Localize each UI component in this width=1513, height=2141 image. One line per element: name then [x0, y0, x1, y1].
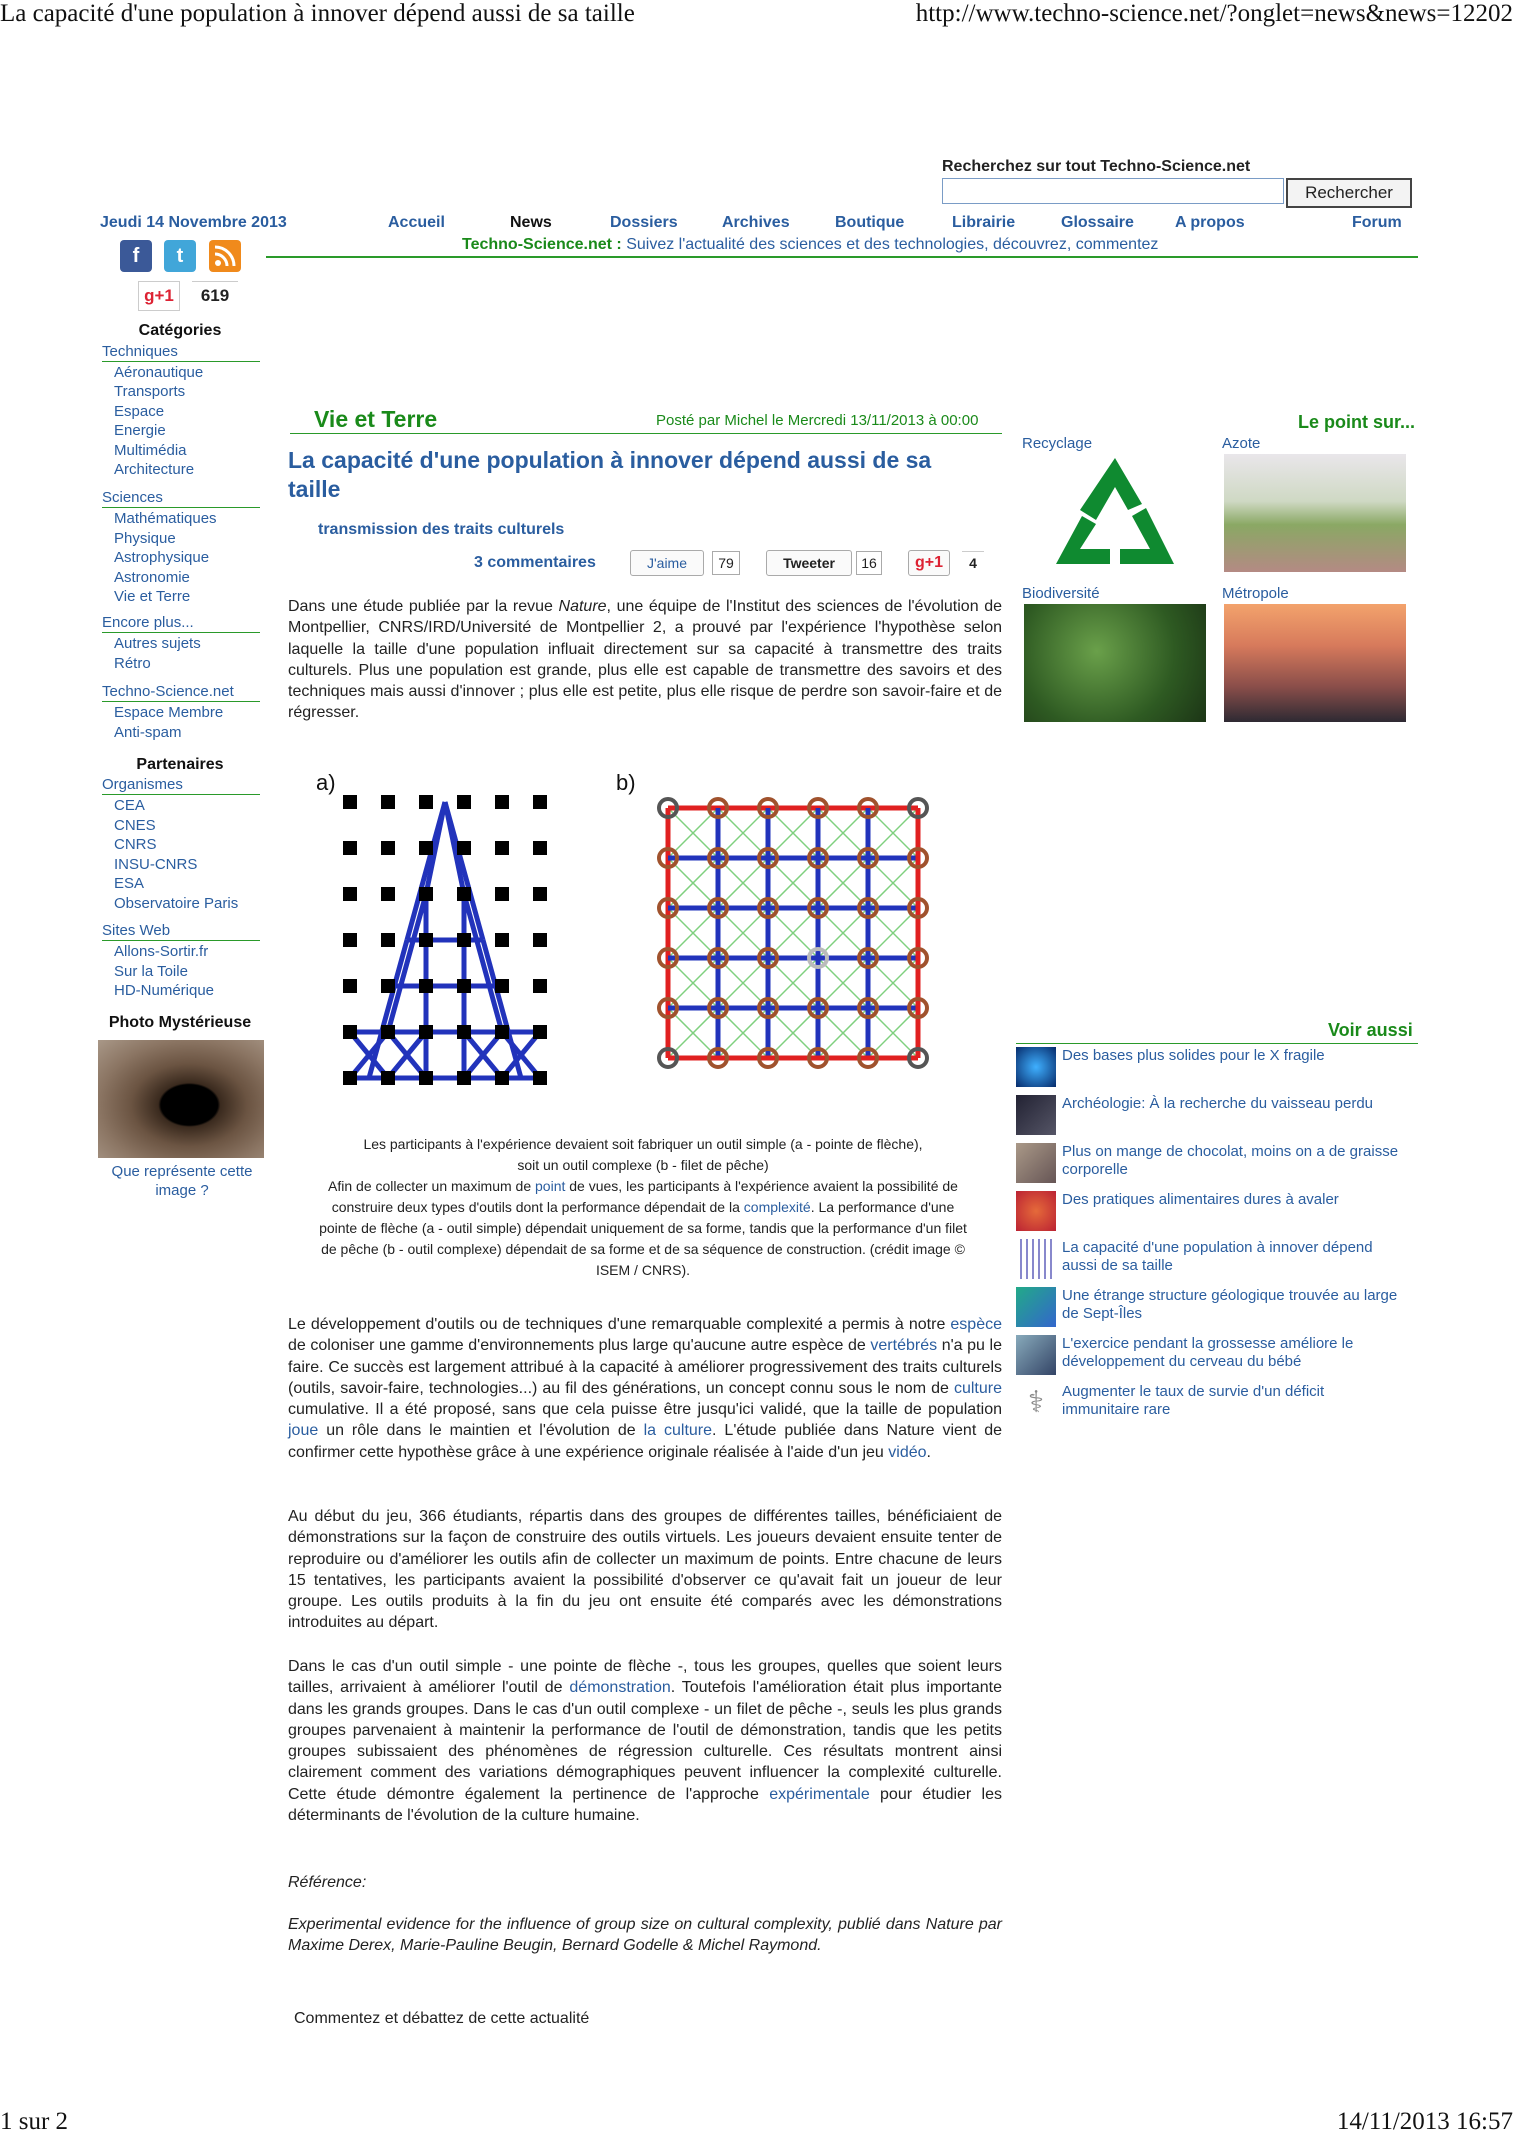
sidebar-group-sciences[interactable]: Sciences: [102, 489, 260, 508]
nav-apropos[interactable]: A propos: [1175, 214, 1245, 231]
link-experimentale[interactable]: expérimentale: [769, 1785, 870, 1803]
lattice-node: [495, 979, 509, 993]
sidebar-item[interactable]: Observatoire Paris: [114, 895, 239, 912]
point-sur-title: Le point sur...: [1298, 412, 1416, 432]
gplus-count: 619: [192, 281, 238, 310]
nav-librairie[interactable]: Librairie: [952, 214, 1016, 231]
sidebar-item[interactable]: Espace: [114, 403, 165, 420]
lattice-node: [419, 887, 433, 901]
lattice-node: [343, 1071, 357, 1085]
sidebar-item[interactable]: Physique: [114, 530, 176, 547]
point-sur-label[interactable]: Biodiversité: [1022, 585, 1100, 602]
lattice-node: [419, 1025, 433, 1039]
lattice-node: [495, 841, 509, 855]
link-video[interactable]: vidéo: [888, 1443, 927, 1461]
sidebar-item[interactable]: Astronomie: [114, 569, 190, 586]
sidebar-item[interactable]: CNES: [114, 817, 156, 834]
photo-caption[interactable]: Que représente cette image ?: [111, 1163, 253, 1199]
sidebar-group-encore[interactable]: Encore plus...: [102, 614, 260, 633]
gplus-button[interactable]: g+1: [138, 281, 180, 311]
lattice-node: [495, 1025, 509, 1039]
sidebar-group-technoscience[interactable]: Techno-Science.net: [102, 683, 260, 702]
sidebar-item[interactable]: Architecture: [114, 461, 195, 478]
link-demonstration[interactable]: démonstration: [569, 1679, 671, 1697]
lattice-node: [419, 979, 433, 993]
lattice-node: [495, 1071, 509, 1085]
print-footer-page: 1 sur 2: [0, 2108, 69, 2135]
lattice-node: [533, 1071, 547, 1085]
article-paragraph-4: Dans le cas d'un outil simple - une pointe de flèche -, tous les groupes, quelles que soient leurs tailles, arrivaient à améliorer l'outil de démonstration. Toutefois l'amélioration était plus importante dans les grands groupes. Dans le cas d'un outil complexe - un filet de pêche -, seuls les plus grands groupes parvenaient à maintenir la performance de l'outil de démonstration, tandis que les petits groupes subissaient des phénomènes de régression culturelle. Ces résultats montrent ainsi clairement comment des variations démographiques peuvent influencer la complexité culturelle. Cette étude démontre également la pertinence de l'approche expérimentale pour étudier les déterminants de l'évolution de la culture humaine.: [288, 1658, 1003, 1825]
thumbnail-icon: [1016, 1239, 1056, 1279]
point-sur-label[interactable]: Recyclage: [1022, 435, 1093, 452]
lattice-node: [495, 933, 509, 947]
sidebar-item[interactable]: CEA: [114, 797, 145, 814]
sidebar-item[interactable]: Anti-spam: [114, 724, 182, 741]
current-date: Jeudi 14 Novembre 2013: [100, 214, 287, 231]
lattice-node: [457, 979, 471, 993]
lattice-node: [381, 933, 395, 947]
arrowhead-link: [388, 894, 426, 1032]
lattice-node: [343, 841, 357, 855]
arrowhead-link: [464, 894, 502, 1032]
article-tag[interactable]: transmission des traits culturels: [318, 521, 565, 538]
search-input[interactable]: [942, 178, 1284, 204]
lattice-node: [343, 979, 357, 993]
link-complexite[interactable]: complexité: [743, 1199, 811, 1215]
biodiversite-image[interactable]: [1024, 604, 1206, 722]
tweet-button[interactable]: Tweeter: [766, 550, 852, 576]
comment-footer-link[interactable]: Commentez et débattez de cette actualité: [294, 2010, 590, 2027]
sidebar-item[interactable]: Transports: [114, 383, 186, 400]
sidebar-item[interactable]: Vie et Terre: [114, 588, 191, 605]
voir-aussi-title: Voir aussi: [1328, 1020, 1413, 1040]
figure-fishnet-diagram: [650, 790, 960, 1100]
tagline-brand: Techno-Science.net :: [462, 236, 622, 253]
sidebar-item[interactable]: Sur la Toile: [114, 963, 188, 980]
thumbnail-icon: [1016, 1143, 1056, 1183]
like-button[interactable]: J'aime: [630, 550, 704, 576]
lattice-node: [419, 933, 433, 947]
twitter-icon[interactable]: t: [164, 240, 196, 272]
nav-news[interactable]: News: [510, 214, 552, 231]
rss-icon[interactable]: [209, 240, 241, 272]
figure-label-a: a): [316, 770, 336, 795]
facebook-icon[interactable]: f: [120, 240, 152, 272]
point-sur-label[interactable]: Métropole: [1222, 585, 1289, 602]
lattice-node: [457, 887, 471, 901]
article-divider: [290, 433, 1002, 434]
arrowhead-link: [369, 940, 407, 1078]
sidebar-item[interactable]: Espace Membre: [114, 704, 224, 721]
lattice-node: [343, 1025, 357, 1039]
header-divider: [266, 256, 1418, 258]
nav-dossiers[interactable]: Dossiers: [610, 214, 678, 231]
point-sur-label[interactable]: Azote: [1222, 435, 1261, 452]
lattice-node: [533, 933, 547, 947]
article-posted: Posté par Michel le Mercredi 13/11/2013 à 00:00: [656, 412, 979, 429]
voir-aussi-divider: [1016, 1043, 1418, 1044]
link-joue[interactable]: joue: [288, 1422, 319, 1440]
sidebar-item[interactable]: Autres sujets: [114, 635, 201, 652]
nav-forum[interactable]: Forum: [1352, 214, 1402, 231]
lattice-node: [419, 841, 433, 855]
tweet-count: 16: [856, 551, 882, 575]
thumbnail-icon: [1016, 1047, 1056, 1087]
tagline: [462, 236, 1158, 254]
sidebar-group-sitesweb[interactable]: Sites Web: [102, 922, 260, 941]
figure-caption: Les participants à l'expérience devaient soit fabriquer un outil simple (a - pointe de flèche), soit un outil complexe (b - filet de pêche) Afin de collecter un maximum de point de vues, les participants à l'expérience avaient la possibilité de construire deux types d'outils dont la performance dépendait de la complexité. La performance d'une pointe de flèche (a - outil simple) dépendait uniquement de sa forme, tandis que la performance d'un filet de pêche (b - outil complexe) dépendait de sa forme et de sa séquence de construction. (crédit image © ISEM / CNRS).: [319, 1136, 967, 1278]
search-label: Recherchez sur tout Techno-Science.net: [942, 158, 1251, 175]
lattice-node: [343, 933, 357, 947]
search-button[interactable]: Rechercher: [1286, 178, 1412, 208]
lattice-node: [495, 887, 509, 901]
sidebar-item[interactable]: Aéronautique: [114, 364, 204, 381]
figure-label-b: b): [616, 770, 636, 795]
lattice-node: [381, 1025, 395, 1039]
lattice-node: [381, 887, 395, 901]
lattice-node: [381, 795, 395, 809]
lattice-node: [381, 1071, 395, 1085]
lattice-node: [343, 887, 357, 901]
lattice-node: [495, 795, 509, 809]
caduceus-icon: ⚕: [1016, 1383, 1056, 1423]
lattice-node: [419, 795, 433, 809]
arrowhead-link: [483, 940, 521, 1078]
article-paragraph-2: Le développement d'outils ou de techniques d'une remarquable complexité a permis à notre espèce de coloniser une gamme d'environnements plus large qu'aucune autre espèce de vertébrés n'a pu le faire. Ce succès est largement attribué à la capacité à améliorer progressivement des traits culturels (outils, savoir-faire, technologies...) au fil des générations, un concept connu sous le nom de culture cumulative. Il a été proposé, sans que cela puisse être jusqu'ici validé, que la taille de population joue un rôle dans le maintien et l'évolution de la culture. L'étude publiée dans Nature vient de confirmer cette hypothèse grâce à une expérience originale réalisée à l'aide d'un jeu vidéo.: [288, 1316, 1003, 1461]
sidebar-item[interactable]: Allons-Sortir.fr: [114, 943, 209, 960]
azote-image[interactable]: [1224, 454, 1406, 572]
lattice-node: [533, 795, 547, 809]
sidebar-item[interactable]: ESA: [114, 875, 145, 892]
sidebar-item[interactable]: Multimédia: [114, 442, 187, 459]
sidebar-item[interactable]: HD-Numérique: [114, 982, 215, 999]
article-gplus-count: 4: [962, 551, 984, 574]
nav-glossaire[interactable]: Glossaire: [1061, 214, 1134, 231]
lattice-node: [533, 1025, 547, 1039]
lattice-node: [457, 841, 471, 855]
nav-accueil[interactable]: Accueil: [388, 214, 445, 231]
lattice-node: [381, 979, 395, 993]
photo-title: Photo Mystérieuse: [108, 1014, 252, 1031]
lattice-node: [457, 795, 471, 809]
lattice-node: [419, 1071, 433, 1085]
thumbnail-icon: [1016, 1191, 1056, 1231]
lattice-node: [381, 841, 395, 855]
article-section[interactable]: Vie et Terre: [314, 406, 438, 432]
lattice-node: [533, 979, 547, 993]
print-footer-datetime: 14/11/2013 16:57: [1336, 2108, 1513, 2135]
comments-link[interactable]: 3 commentaires: [474, 554, 596, 571]
lattice-node: [533, 887, 547, 901]
sidebar-item[interactable]: Energie: [114, 422, 166, 439]
link-espece[interactable]: espèce: [950, 1316, 1002, 1333]
categories-title: Catégories: [138, 322, 222, 339]
thumbnail-icon: [1016, 1287, 1056, 1327]
figure-arrowhead-diagram: [330, 790, 580, 1100]
tagline-text: Suivez l'actualité des sciences et des technologies, découvrez, commentez: [626, 236, 1159, 253]
lattice-node: [533, 841, 547, 855]
sidebar-item[interactable]: Mathématiques: [114, 510, 217, 527]
reference-label: Référence:: [288, 1874, 367, 1891]
thumbnail-icon: [1016, 1095, 1056, 1135]
sidebar-group-organismes[interactable]: Organismes: [102, 776, 260, 795]
sidebar-item[interactable]: Astrophysique: [114, 549, 210, 566]
metropole-image[interactable]: [1224, 604, 1406, 722]
lattice-node: [457, 1025, 471, 1039]
like-count: 79: [712, 551, 740, 575]
sidebar-item[interactable]: INSU-CNRS: [114, 856, 198, 873]
article-title: La capacité d'une population à innover dépend aussi de sa taille: [288, 447, 932, 502]
partners-title: Partenaires: [136, 756, 224, 773]
link-vertebres[interactable]: vertébrés: [870, 1337, 938, 1355]
sidebar-item[interactable]: CNRS: [114, 836, 157, 853]
nav-archives[interactable]: Archives: [722, 214, 790, 231]
lattice-node: [457, 933, 471, 947]
mystery-photo[interactable]: [98, 1040, 264, 1158]
link-la-culture[interactable]: la culture: [643, 1422, 713, 1440]
sidebar-item[interactable]: Rétro: [114, 655, 151, 672]
sidebar-group-techniques[interactable]: Techniques: [102, 343, 260, 362]
link-culture[interactable]: culture: [953, 1379, 1002, 1397]
nav-boutique[interactable]: Boutique: [835, 214, 905, 231]
print-header-url: http://www.techno-science.net/?onglet=news&news=12202: [915, 0, 1513, 27]
lattice-node: [343, 795, 357, 809]
link-point[interactable]: point: [535, 1178, 566, 1194]
thumbnail-icon: [1016, 1335, 1056, 1375]
article-paragraph-3: Au début du jeu, 366 étudiants, répartis dans des groupes de différentes tailles, bénéficiaient de démonstrations sur la façon de construire des outils virtuels. Les joueurs devaient ensuite tenter de reproduire ou d'améliorer les outils afin de collecter un maximum de points. Entre chacune de leurs 15 tentatives, les participants avaient la possibilité d'observer ce qu'avait fait un joueur de leur groupe. Les outils produits à la fin du jeu ont ensuite été comparés avec les démonstrations introduites au départ.: [288, 1508, 1002, 1632]
print-header-title: La capacité d'une population à innover dépend aussi de sa taille: [0, 0, 635, 27]
lattice-node: [457, 1071, 471, 1085]
article-gplus-button[interactable]: g+1: [908, 550, 950, 576]
reference-text: Experimental evidence for the influence of group size on cultural complexity, publié dans Nature par Maxime Derex, Marie-Pauline Beugin, Bernard Godelle & Michel Raymond.: [288, 1916, 1002, 1955]
recycling-icon[interactable]: [1024, 454, 1206, 572]
article-intro: Dans une étude publiée par la revue Nature, une équipe de l'Institut des sciences de l'évolution de Montpellier, CNRS/IRD/Université de Montpellier 2, a prouvé par l'expérience l'hypothèse selon laquelle la taille d'une population influait directement sur sa capacité à transmettre des traits culturels. Plus une population est grande, plus elle est capable de transmettre des savoirs et des techniques mais aussi d'innover ; plus elle est petite, plus elle risque de perdre son savoir-faire et de régresser.: [288, 598, 1003, 722]
